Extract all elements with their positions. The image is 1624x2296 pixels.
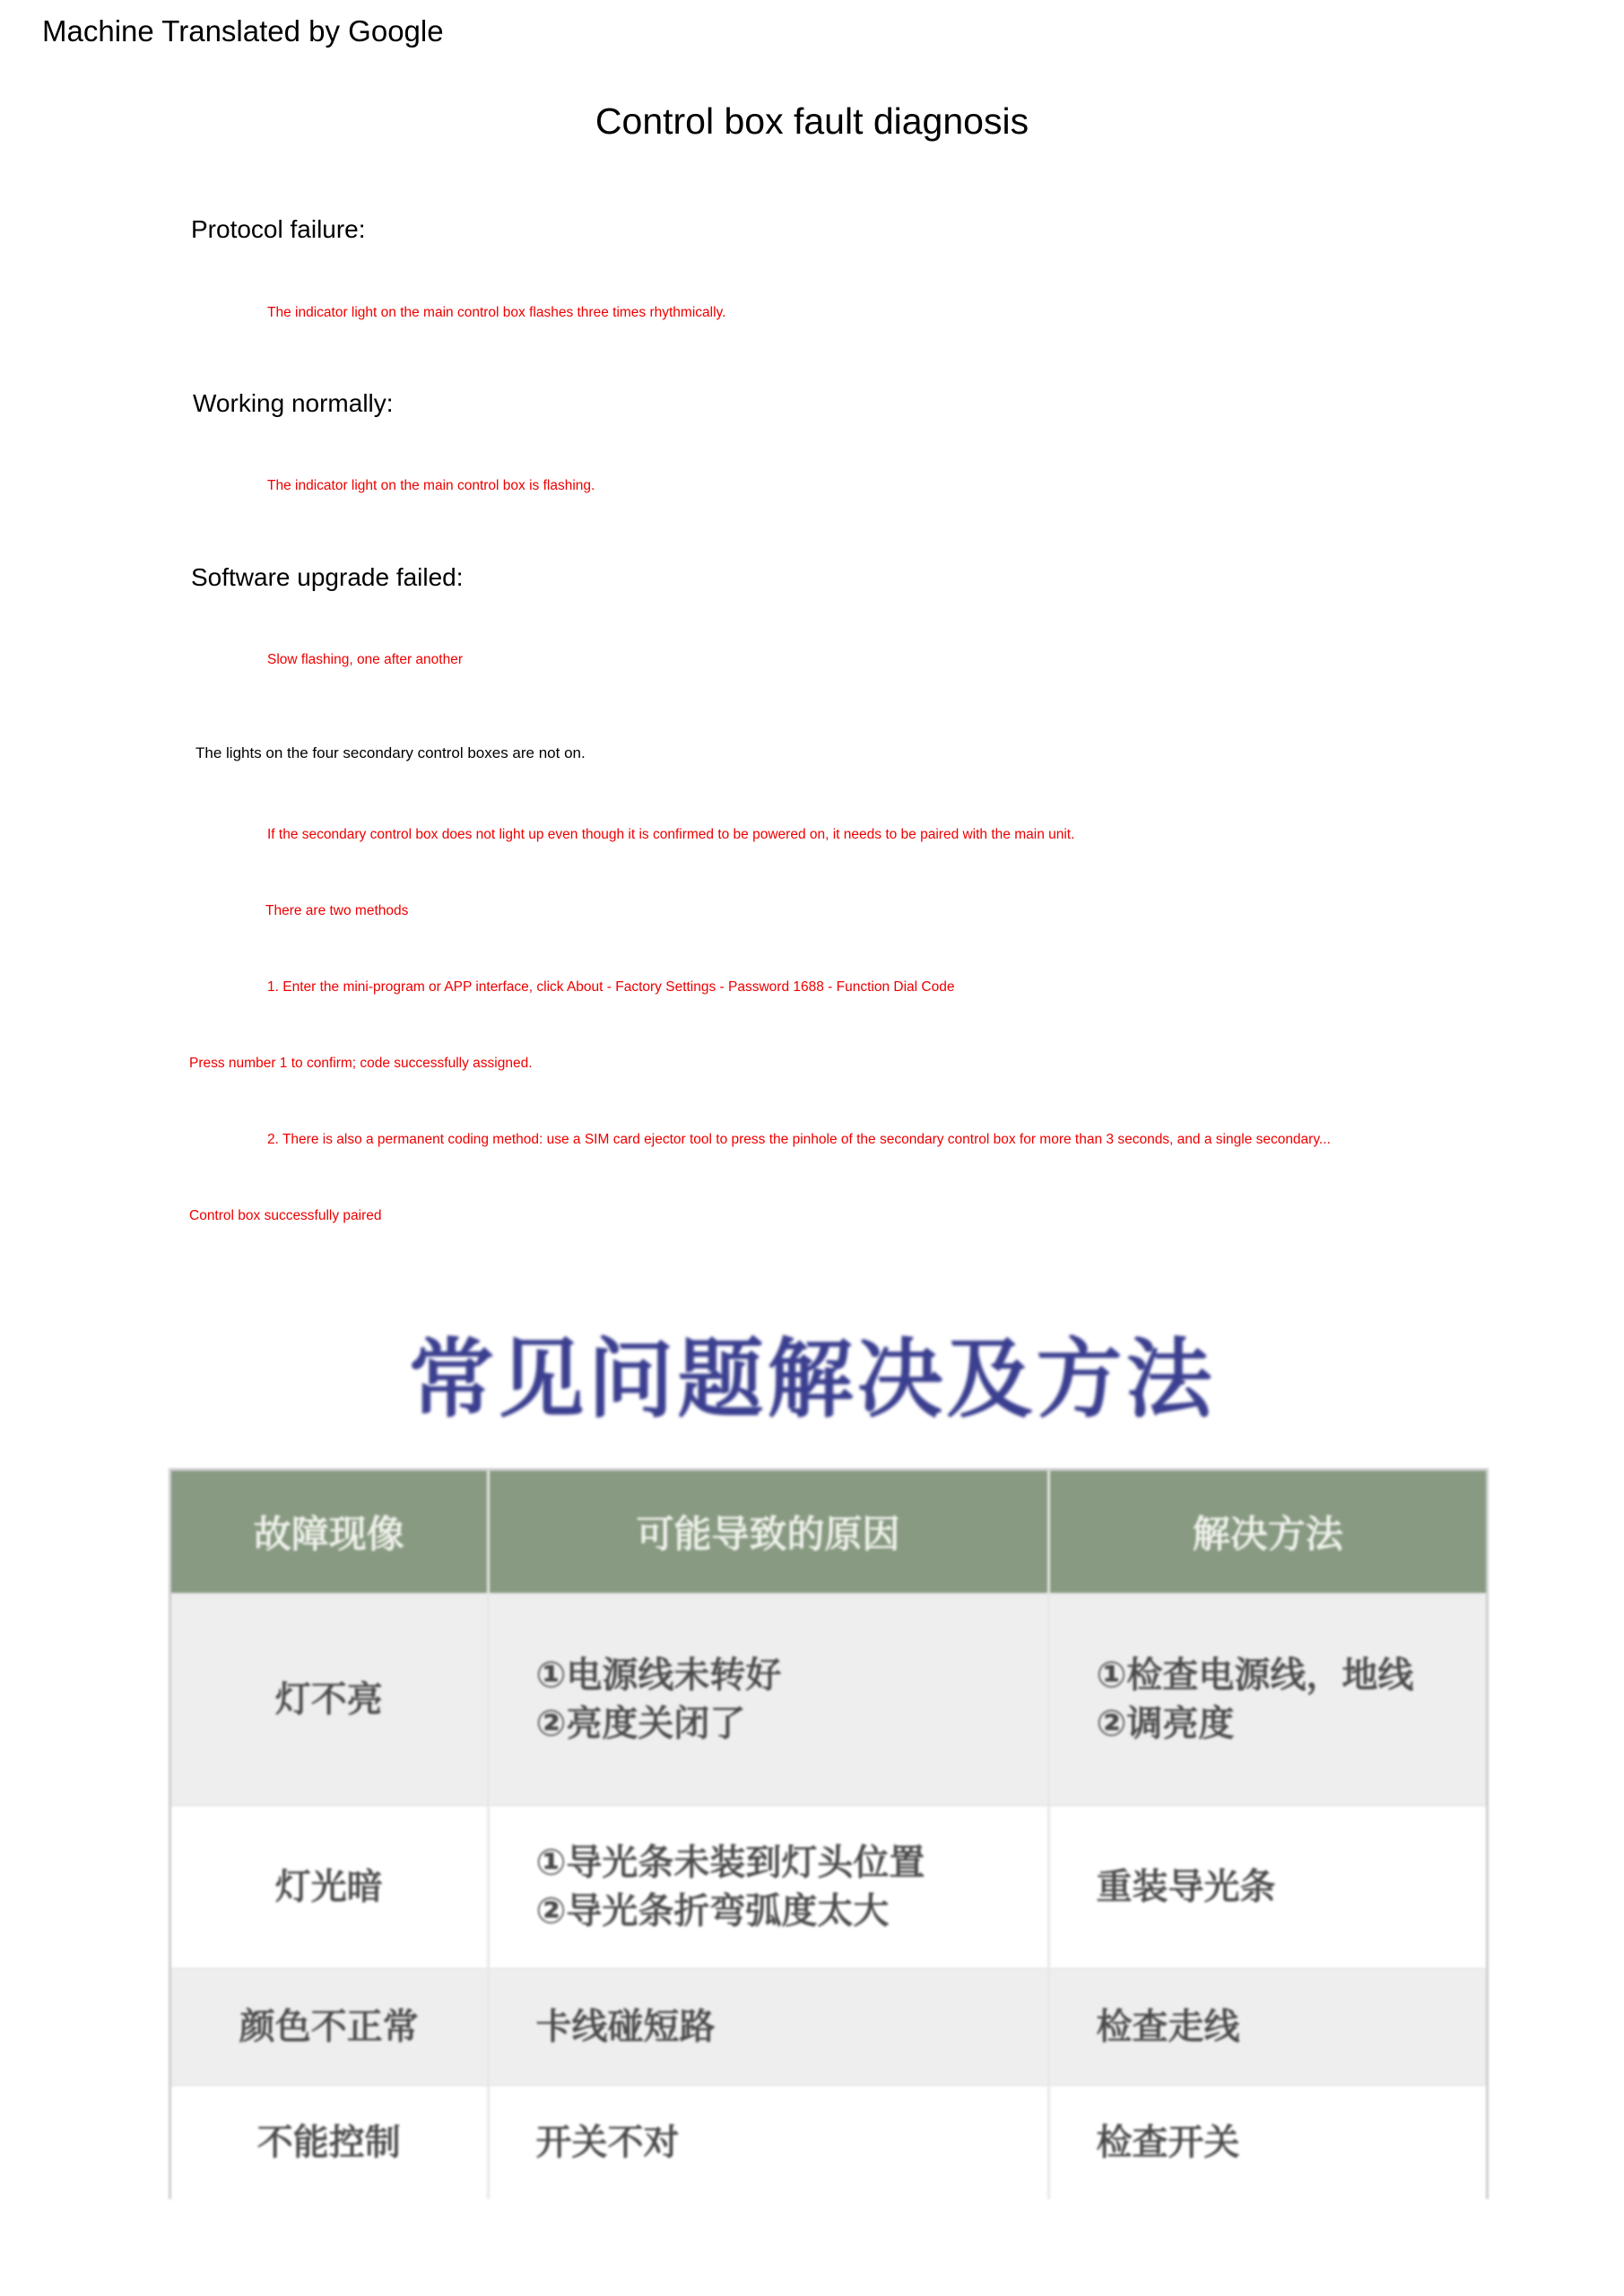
secondary-line-2: There are two methods xyxy=(265,903,409,918)
header-cause: 可能导致的原因 xyxy=(488,1471,1048,1594)
cause-cell xyxy=(488,2085,1048,2199)
solution-line: 重装导光条 xyxy=(1096,1867,1276,1907)
table-header-row xyxy=(171,1471,1486,1594)
secondary-line-1: If the secondary control box does not light up even though it is confirmed to be powered on, it needs to be paired with the main unit. xyxy=(267,827,1075,842)
solution-line: ①检查电源线，地线 xyxy=(1096,1656,1414,1695)
secondary-line-3: 1. Enter the mini-program or APP interface, click About - Factory Settings - Password 1688 - Function Dial Code xyxy=(267,979,955,995)
solution-line: 检查开关 xyxy=(1096,2123,1240,2162)
secondary-line-6: Control box successfully paired xyxy=(189,1208,382,1223)
faq-table xyxy=(169,1468,1489,2199)
cause-cell xyxy=(488,1969,1048,2085)
working-normally-heading: Working normally: xyxy=(193,389,394,417)
cause-line: 卡线碰短路 xyxy=(535,2007,716,2047)
machine-translated-label: Machine Translated by Google xyxy=(42,14,444,48)
software-upgrade-heading: Software upgrade failed: xyxy=(191,563,464,591)
solution-cell xyxy=(1048,1969,1486,2085)
solution-cell xyxy=(1048,1805,1486,1969)
secondary-line-4: Press number 1 to confirm; code successfully assigned. xyxy=(189,1056,533,1071)
secondary-line-5: 2. There is also a permanent coding method: use a SIM card ejector tool to press the pinhole of the secondary control box for more than 3 seconds, and a single secondary... xyxy=(267,1132,1331,1147)
solution-line: ②调亮度 xyxy=(1096,1704,1235,1744)
solution-line: 检查走线 xyxy=(1096,2007,1240,2047)
solution-cell xyxy=(1048,1594,1486,1805)
header-solution: 解决方法 xyxy=(1048,1471,1486,1594)
table-row xyxy=(171,1969,1486,2085)
protocol-failure-note: The indicator light on the main control box flashes three times rhythmically. xyxy=(267,305,726,320)
cause-line: 开关不对 xyxy=(535,2123,680,2162)
table-row xyxy=(171,2085,1486,2199)
header-symptom: 故障现像 xyxy=(171,1471,488,1594)
solution-cell xyxy=(1048,2085,1486,2199)
cause-cell xyxy=(488,1805,1048,1969)
symptom-cell: 灯不亮 xyxy=(171,1594,488,1805)
protocol-failure-heading: Protocol failure: xyxy=(191,215,366,243)
table-row xyxy=(171,1594,1486,1805)
cause-line: ②亮度关闭了 xyxy=(535,1704,746,1744)
cause-line: ①导光条未装到灯头位置 xyxy=(535,1843,925,1883)
working-normally-note: The indicator light on the main control box is flashing. xyxy=(267,478,595,493)
table-row xyxy=(171,1805,1486,1969)
faq-title: 常见问题解决及方法 xyxy=(408,1329,1216,1430)
cause-line: ②导光条折弯弧度太大 xyxy=(535,1892,890,1931)
symptom-cell: 颜色不正常 xyxy=(171,1969,488,2085)
page-title: Control box fault diagnosis xyxy=(595,100,1029,142)
secondary-heading: The lights on the four secondary control boxes are not on. xyxy=(195,744,586,761)
cause-line: ①电源线未转好 xyxy=(535,1656,782,1695)
symptom-cell: 灯光暗 xyxy=(171,1805,488,1969)
symptom-cell: 不能控制 xyxy=(171,2085,488,2199)
cause-cell xyxy=(488,1594,1048,1805)
software-upgrade-note: Slow flashing, one after another xyxy=(267,652,463,667)
